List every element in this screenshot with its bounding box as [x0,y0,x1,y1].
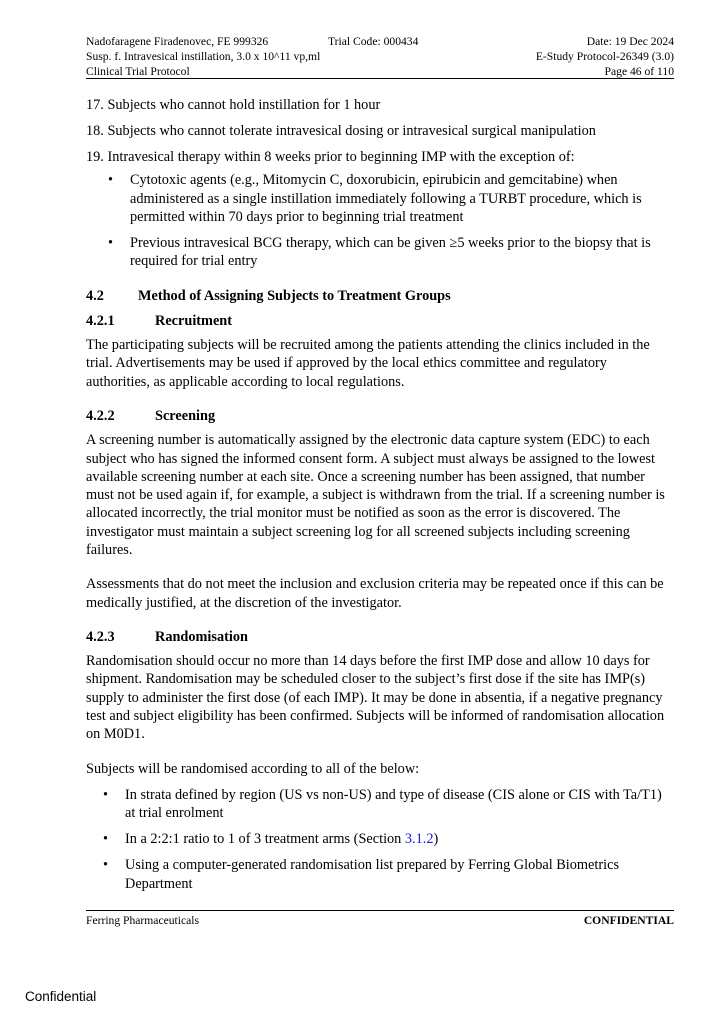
section-number: 4.2.1 [86,312,115,329]
bullet-icon: • [103,786,109,803]
section-heading-4-2-1 [86,312,674,330]
screening-paragraph-2: Assessments that do not meet the inclusion and exclusion criteria may be repeated once if this can be medically justified, at the discretion of the investigator. [86,576,664,611]
footer-divider [86,910,674,911]
section-title: Recruitment [155,312,233,329]
document-body [86,96,674,901]
randomisation-paragraph-1: Randomisation should occur no more than 14 days before the first IMP dose and allow 10 days for shipment. Randomisation may be scheduled closer to the subject’s first dose if the site has IMP(s) supply to administer the first dose (of each IMP). It may be done in absentia, if a negative pregnancy test and subject eligibility has been confirmed. Subjects will be informed of randomisation allocation on M0D1. [86,653,665,743]
section-title: Method of Assigning Subjects to Treatment Groups [138,288,451,305]
exclusion-sub-bullet [86,171,674,226]
screening-paragraph-1: A screening number is automatically assigned by the electronic data capture system (EDC) to each subject who has signed the informed consent form. A subject must always be assigned to the lowest available screening number at each site. Once a screening number has been assigned, that number must not be used again if, for example, a subject is withdrawn from the trial. If a screening number is allocated incorrectly, the trial monitor must be notified as soon as the error is discovered. The investigator must maintain a subject screening log for all screened subjects including screening failures. [86,432,665,558]
formulation: Susp. f. Intravesical instillation, 3.0 x 10^11 vp,ml [86,50,321,63]
bullet-icon: • [108,234,114,251]
recruitment-paragraph: The participating subjects will be recruited among the patients attending the clinics included in the trial. Advertisements may be used if approved by the local ethics committee and regulatory authorities, as applicable according to local regulations. [86,337,650,390]
header-row-3 [86,64,674,79]
page-footer [86,913,674,928]
section-heading-4-2-3 [86,628,674,646]
document-date: Date: 19 Dec 2024 [586,35,674,48]
page-header [86,34,674,79]
header-row-1 [86,34,674,49]
exclusion-item-18: 18. Subjects who cannot tolerate intravesical dosing or intravesical surgical manipulation [86,122,596,139]
header-divider [86,78,674,79]
confidential-label: CONFIDENTIAL [583,914,674,927]
exclusion-item-19: 19. Intravesical therapy within 8 weeks prior to beginning IMP with the exception of: [86,148,575,165]
trial-code: Trial Code: 000434 [328,35,419,48]
bullet-text-suffix: ) [433,831,439,848]
exclusion-sub-bullet [86,234,674,271]
protocol-id: E-Study Protocol-26349 (3.0) [535,50,674,63]
bullet-icon: • [108,172,114,189]
company-name: Ferring Pharmaceuticals [86,914,199,927]
section-3-1-2-link[interactable]: 3.1.2 [404,831,434,848]
section-number: 4.2.3 [86,628,115,645]
section-title: Screening [155,407,216,424]
randomisation-paragraph-2: Subjects will be randomised according to all of the below: [86,760,420,777]
exclusion-item-17: 17. Subjects who cannot hold instillation for 1 hour [86,97,381,113]
header-row-2 [86,49,674,64]
section-heading-4-2 [86,287,674,305]
bullet-text: Cytotoxic agents (e.g., Mitomycin C, doxorubicin, epirubicin and gemcitabine) when administered as a single instillation immediately following a TURBT procedure, which is permitted within 70 days prior to beginning trial treatment [130,172,642,225]
bullet-text: Using a computer-generated randomisation list prepared by Ferring Global Biometrics Department [125,857,620,892]
bullet-text: In strata defined by region (US vs non-US) and type of disease (CIS alone or CIS with Ta/T1) at trial enrolment [125,786,662,822]
randomisation-bullet [86,786,674,823]
section-title: Randomisation [155,628,248,645]
bullet-icon: • [103,857,109,874]
randomisation-bullet [86,830,674,848]
section-number: 4.2.2 [86,407,115,424]
product-name: Nadofaragene Firadenovec, FE 999326 [86,35,269,48]
document-type: Clinical Trial Protocol [86,65,190,78]
bullet-icon: • [103,831,109,848]
section-number: 4.2 [86,288,104,305]
page-number: Page 46 of 110 [604,65,674,78]
bullet-text: Previous intravesical BCG therapy, which can be given ≥5 weeks prior to the biopsy that is required for trial entry [130,234,651,270]
bullet-text: In a 2:2:1 ratio to 1 of 3 treatment arms (Section [125,831,405,848]
randomisation-bullet [86,856,674,893]
confidential-watermark: Confidential [25,989,97,1004]
section-heading-4-2-2 [86,407,674,425]
